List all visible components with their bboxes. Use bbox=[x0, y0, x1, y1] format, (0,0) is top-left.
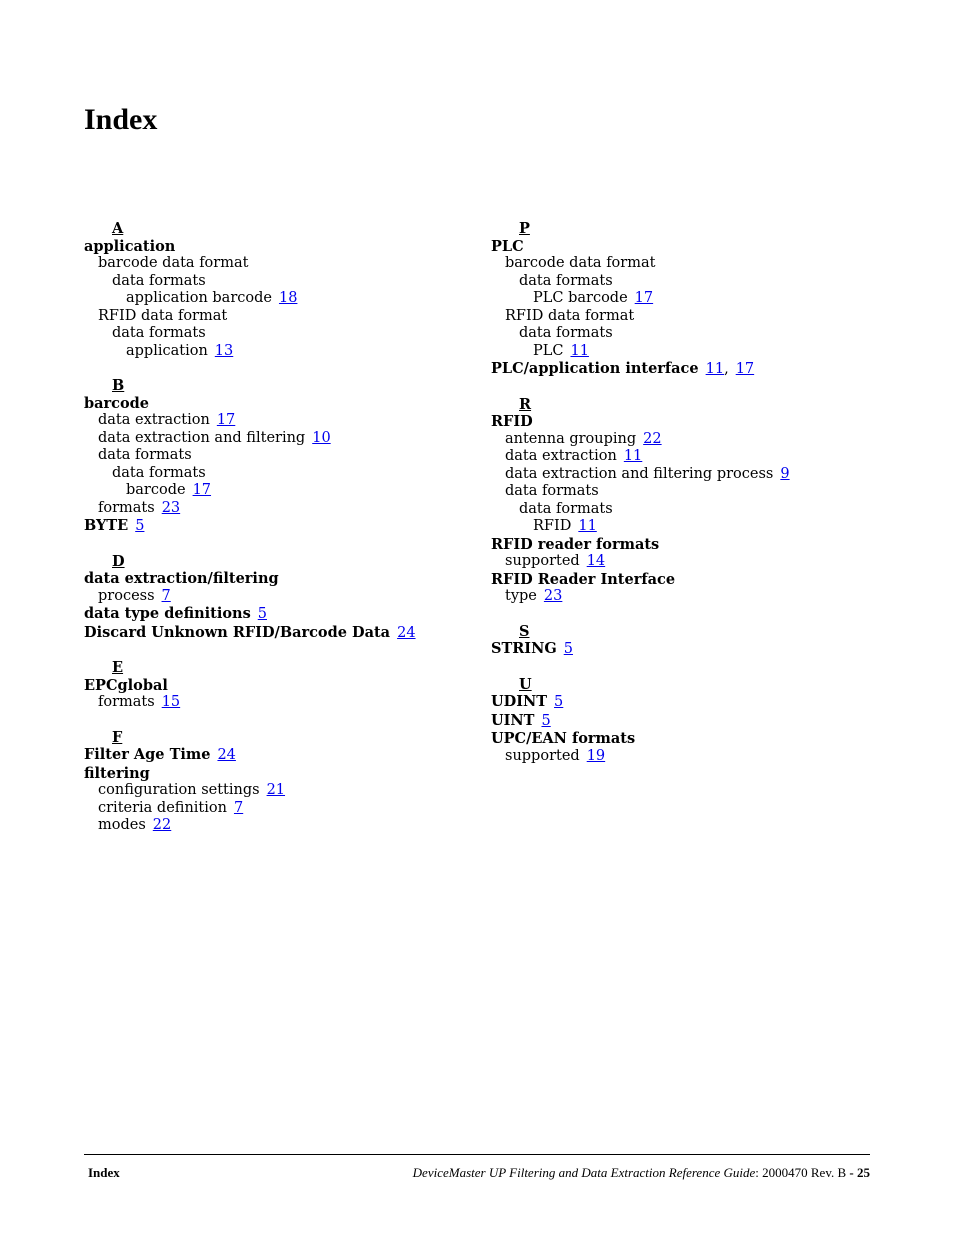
index-term: STRING bbox=[491, 640, 557, 657]
index-sub-entry bbox=[491, 483, 891, 501]
index-main-entry bbox=[491, 360, 891, 379]
page-reference-link[interactable]: 5 bbox=[563, 641, 573, 657]
index-term: Discard Unknown RFID/Barcode Data bbox=[84, 623, 391, 641]
index-term: Filter Age Time bbox=[84, 746, 211, 763]
index-term: data extraction bbox=[505, 448, 617, 464]
index-sub-entry bbox=[491, 518, 891, 536]
index-term: BYTE bbox=[84, 517, 129, 534]
footer-doc-number: : 2000470 Rev. B bbox=[755, 1165, 847, 1180]
index-term: data type definitions bbox=[84, 605, 251, 622]
page-reference-link[interactable]: 5 bbox=[554, 694, 564, 710]
index-sub-entry bbox=[491, 255, 891, 273]
page-reference-link[interactable]: 11 bbox=[578, 518, 597, 534]
index-sub-entry bbox=[491, 343, 891, 361]
index-term: data extraction and filtering process bbox=[505, 465, 774, 482]
page-reference-link[interactable]: 5 bbox=[257, 606, 267, 622]
page-reference-link[interactable]: 11 bbox=[705, 361, 725, 377]
page-reference-link[interactable]: 21 bbox=[266, 782, 286, 798]
index-main-entry bbox=[491, 413, 891, 431]
index-term: RFID Reader Interface bbox=[491, 570, 676, 588]
index-letter: D bbox=[112, 552, 125, 570]
index-sub-entry bbox=[84, 694, 484, 712]
index-sub-entry bbox=[84, 325, 484, 343]
index-term: data formats bbox=[519, 272, 613, 289]
index-letter: E bbox=[112, 659, 124, 676]
index-term: type bbox=[505, 588, 537, 604]
page-reference-link[interactable]: 18 bbox=[278, 290, 298, 306]
index-letter: P bbox=[519, 220, 530, 237]
index-main-entry bbox=[491, 693, 891, 712]
page-reference-link[interactable]: 11 bbox=[570, 342, 589, 359]
index-term: formats bbox=[98, 499, 155, 516]
index-term: UDINT bbox=[491, 693, 548, 710]
index-main-entry bbox=[84, 677, 484, 695]
index-term: data formats bbox=[98, 447, 192, 463]
footer-divider bbox=[84, 1154, 870, 1155]
index-term: data extraction bbox=[98, 412, 210, 428]
index-main-entry bbox=[84, 570, 484, 588]
footer-page-number: - 25 bbox=[849, 1165, 870, 1180]
page-reference-link[interactable]: 14 bbox=[586, 553, 606, 569]
index-sub-entry bbox=[84, 255, 484, 273]
index-main-entry bbox=[491, 712, 891, 731]
index-letter-heading bbox=[84, 659, 484, 677]
index-term: data formats bbox=[112, 272, 206, 289]
index-term: modes bbox=[98, 817, 146, 833]
index-term: data extraction/filtering bbox=[84, 570, 279, 587]
index-main-entry bbox=[491, 536, 891, 554]
index-term: EPCglobal bbox=[84, 676, 168, 694]
page-reference-link[interactable]: 17 bbox=[216, 412, 236, 428]
index-main-entry bbox=[491, 730, 891, 748]
page-reference-link[interactable]: 10 bbox=[312, 429, 331, 446]
index-term: supported bbox=[505, 747, 580, 764]
index-sub-entry bbox=[491, 431, 891, 449]
index-sub-entry bbox=[84, 482, 484, 500]
page-reference-link[interactable]: 24 bbox=[217, 747, 236, 763]
page-reference-link[interactable]: 23 bbox=[161, 499, 181, 516]
index-sub-entry bbox=[84, 290, 484, 308]
index-sub-entry bbox=[491, 273, 891, 291]
page-reference-link[interactable]: 13 bbox=[214, 342, 234, 359]
index-term: RFID reader formats bbox=[491, 535, 660, 553]
index-letter-heading bbox=[491, 676, 891, 694]
index-term: RFID bbox=[491, 413, 533, 430]
index-term: application bbox=[126, 342, 208, 359]
index-term: supported bbox=[505, 553, 580, 569]
page-reference-link[interactable]: 24 bbox=[397, 624, 416, 641]
index-term: barcode data format bbox=[505, 255, 656, 271]
page-reference-link[interactable]: 17 bbox=[192, 482, 212, 498]
footer-document-info bbox=[413, 1165, 870, 1181]
index-letter: S bbox=[519, 622, 530, 640]
index-term: barcode data format bbox=[98, 255, 249, 271]
index-sub-entry bbox=[491, 325, 891, 343]
index-main-entry bbox=[84, 238, 484, 256]
index-main-entry bbox=[84, 605, 484, 624]
index-main-entry bbox=[491, 640, 891, 659]
index-sub-entry bbox=[84, 500, 484, 518]
index-sub-entry bbox=[84, 412, 484, 430]
index-sub-entry bbox=[84, 817, 484, 835]
index-main-entry bbox=[84, 624, 484, 643]
index-letter-heading bbox=[84, 729, 484, 747]
index-sub-entry bbox=[84, 465, 484, 483]
index-term: PLC barcode bbox=[533, 290, 628, 306]
index-term: RFID bbox=[533, 518, 572, 534]
index-term: data formats bbox=[519, 325, 613, 341]
index-sub-entry bbox=[491, 308, 891, 326]
index-term: PLC/application interface bbox=[491, 360, 699, 377]
index-term: RFID data format bbox=[98, 307, 228, 324]
index-sub-entry bbox=[491, 553, 891, 571]
page-reference-link[interactable]: 7 bbox=[161, 587, 171, 604]
index-term: RFID data format bbox=[505, 307, 635, 324]
page-reference-link[interactable]: 15 bbox=[161, 694, 181, 710]
index-sub-entry bbox=[84, 343, 484, 361]
page-reference-link[interactable]: 17 bbox=[735, 361, 755, 377]
index-sub-entry bbox=[491, 501, 891, 519]
index-term: application barcode bbox=[126, 290, 272, 306]
index-term: barcode bbox=[126, 482, 186, 498]
index-sub-entry bbox=[491, 466, 891, 484]
index-term: barcode bbox=[84, 394, 150, 412]
page-separator: , bbox=[724, 361, 729, 377]
index-term: filtering bbox=[84, 764, 150, 782]
index-term: PLC bbox=[533, 342, 564, 359]
index-column-right bbox=[491, 220, 891, 765]
index-sub-entry bbox=[491, 748, 891, 766]
index-sub-entry bbox=[491, 448, 891, 466]
page-reference-link[interactable]: 22 bbox=[152, 817, 172, 833]
index-term: data formats bbox=[112, 325, 206, 341]
index-main-entry bbox=[491, 238, 891, 256]
index-sub-entry bbox=[84, 588, 484, 606]
index-main-entry bbox=[84, 395, 484, 413]
index-sub-entry bbox=[84, 447, 484, 465]
index-sub-entry bbox=[84, 308, 484, 326]
index-main-entry bbox=[84, 517, 484, 536]
index-sub-entry bbox=[84, 273, 484, 291]
index-letter: F bbox=[112, 728, 123, 746]
index-term: process bbox=[98, 587, 155, 604]
page-reference-link[interactable]: 5 bbox=[135, 518, 145, 534]
index-letter: U bbox=[519, 675, 532, 693]
page-reference-link[interactable]: 17 bbox=[634, 290, 654, 306]
index-term: data formats bbox=[505, 483, 599, 499]
index-term: application bbox=[84, 237, 176, 255]
index-letter-heading bbox=[491, 623, 891, 641]
index-letter-heading bbox=[491, 220, 891, 238]
index-term: antenna grouping bbox=[505, 430, 637, 447]
index-letter: R bbox=[519, 395, 532, 413]
index-letter: B bbox=[112, 377, 125, 394]
page-reference-link[interactable]: 19 bbox=[586, 747, 606, 764]
page-reference-link[interactable]: 22 bbox=[643, 430, 662, 447]
page-reference-link[interactable]: 11 bbox=[623, 448, 643, 464]
index-term: data extraction and filtering bbox=[98, 429, 306, 446]
page-title: Index bbox=[84, 103, 158, 136]
page-reference-link[interactable]: 23 bbox=[543, 588, 563, 604]
index-sub-entry bbox=[491, 290, 891, 308]
index-term: data formats bbox=[112, 464, 206, 481]
index-letter-heading bbox=[491, 396, 891, 414]
index-term: PLC bbox=[491, 237, 524, 255]
page-reference-link[interactable]: 9 bbox=[780, 465, 790, 482]
index-sub-entry bbox=[491, 588, 891, 606]
footer-guide-title: DeviceMaster UP Filtering and Data Extraction Reference Guide bbox=[412, 1165, 756, 1180]
index-letter: A bbox=[112, 220, 124, 237]
index-letter-heading bbox=[84, 220, 484, 238]
index-main-entry bbox=[84, 746, 484, 765]
index-sub-entry bbox=[84, 800, 484, 818]
index-term: UPC/EAN formats bbox=[491, 730, 636, 747]
index-term: formats bbox=[98, 694, 155, 710]
index-main-entry bbox=[491, 571, 891, 589]
index-term: data formats bbox=[519, 500, 613, 517]
index-term: criteria definition bbox=[98, 799, 227, 816]
page-reference-link[interactable]: 7 bbox=[233, 799, 244, 816]
index-term: UINT bbox=[491, 711, 535, 729]
footer-section-label: Index bbox=[88, 1165, 120, 1180]
index-main-entry bbox=[84, 765, 484, 783]
index-letter-heading bbox=[84, 377, 484, 395]
page-reference-link[interactable]: 5 bbox=[541, 712, 551, 729]
index-column-left bbox=[84, 220, 484, 835]
index-sub-entry bbox=[84, 782, 484, 800]
index-letter-heading bbox=[84, 553, 484, 571]
index-term: configuration settings bbox=[98, 782, 260, 798]
index-sub-entry bbox=[84, 430, 484, 448]
